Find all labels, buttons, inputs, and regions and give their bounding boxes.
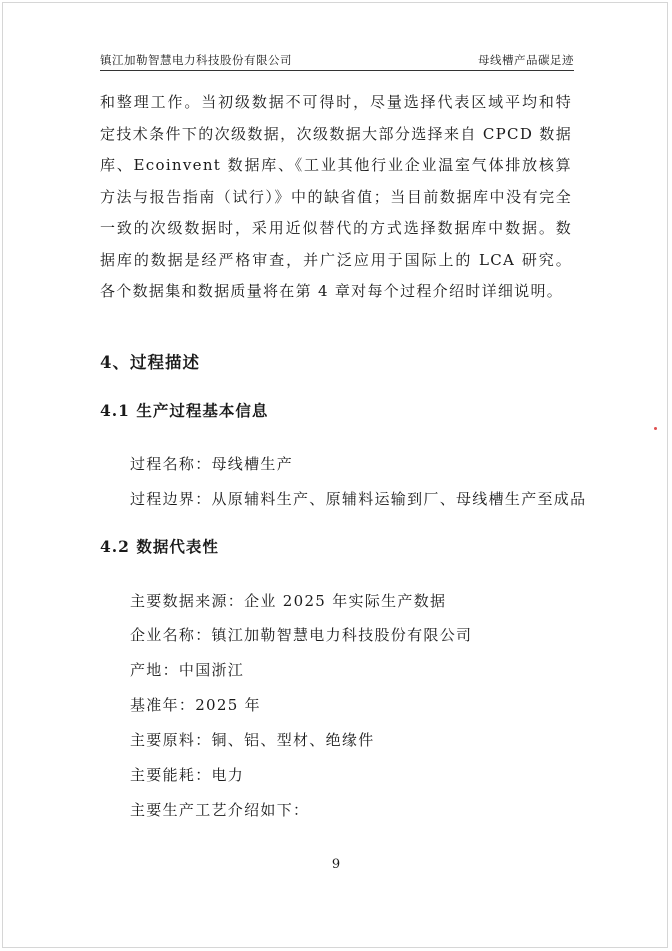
process-intro-line: 主要生产工艺介绍如下：	[130, 801, 310, 819]
section-4-1-heading: 4.1 生产过程基本信息	[100, 401, 269, 420]
process-name-line: 过程名称：母线槽生产	[130, 455, 294, 473]
red-mark	[654, 427, 657, 430]
energy-line: 主要能耗：电力	[130, 766, 245, 784]
page-header	[100, 50, 574, 71]
origin-line: 产地：中国浙江	[130, 661, 245, 679]
header-report-title: 母线槽产品碳足迹	[478, 53, 574, 67]
base-year-line: 基准年：2025 年	[130, 696, 261, 714]
data-source-line: 主要数据来源：企业 2025 年实际生产数据	[130, 592, 447, 610]
section-4-heading: 4、过程描述	[100, 353, 200, 372]
section-4-2-heading: 4.2 数据代表性	[100, 537, 219, 556]
company-name-line: 企业名称：镇江加勒智慧电力科技股份有限公司	[130, 626, 473, 644]
header-company: 镇江加勒智慧电力科技股份有限公司	[100, 53, 292, 67]
page-number: 9	[331, 857, 341, 872]
raw-materials-line: 主要原料：铜、铝、型材、绝缘件	[130, 731, 375, 749]
process-boundary-line: 过程边界：从原辅料生产、原辅料运输到厂、母线槽生产至成品	[130, 490, 587, 508]
intro-paragraph: 和整理工作。当初级数据不可得时，尽量选择代表区域平均和特定技术条件下的次级数据，次级数据大部分选择来自 CPCD 数据库、Ecoinvent 数据库、《工业其他行业企业温室气体排放核算方法与报告指南（试行）》中的缺省值；当目前数据库中没有完全一致的次级数据时，采用近似替代的方式选择数据库中数据。数据库的数据是经严格审查，并广泛应用于国际上的 LCA 研究。各个数据集和数据质量将在第 4 章对每个过程介绍时详细说明。	[100, 93, 572, 300]
